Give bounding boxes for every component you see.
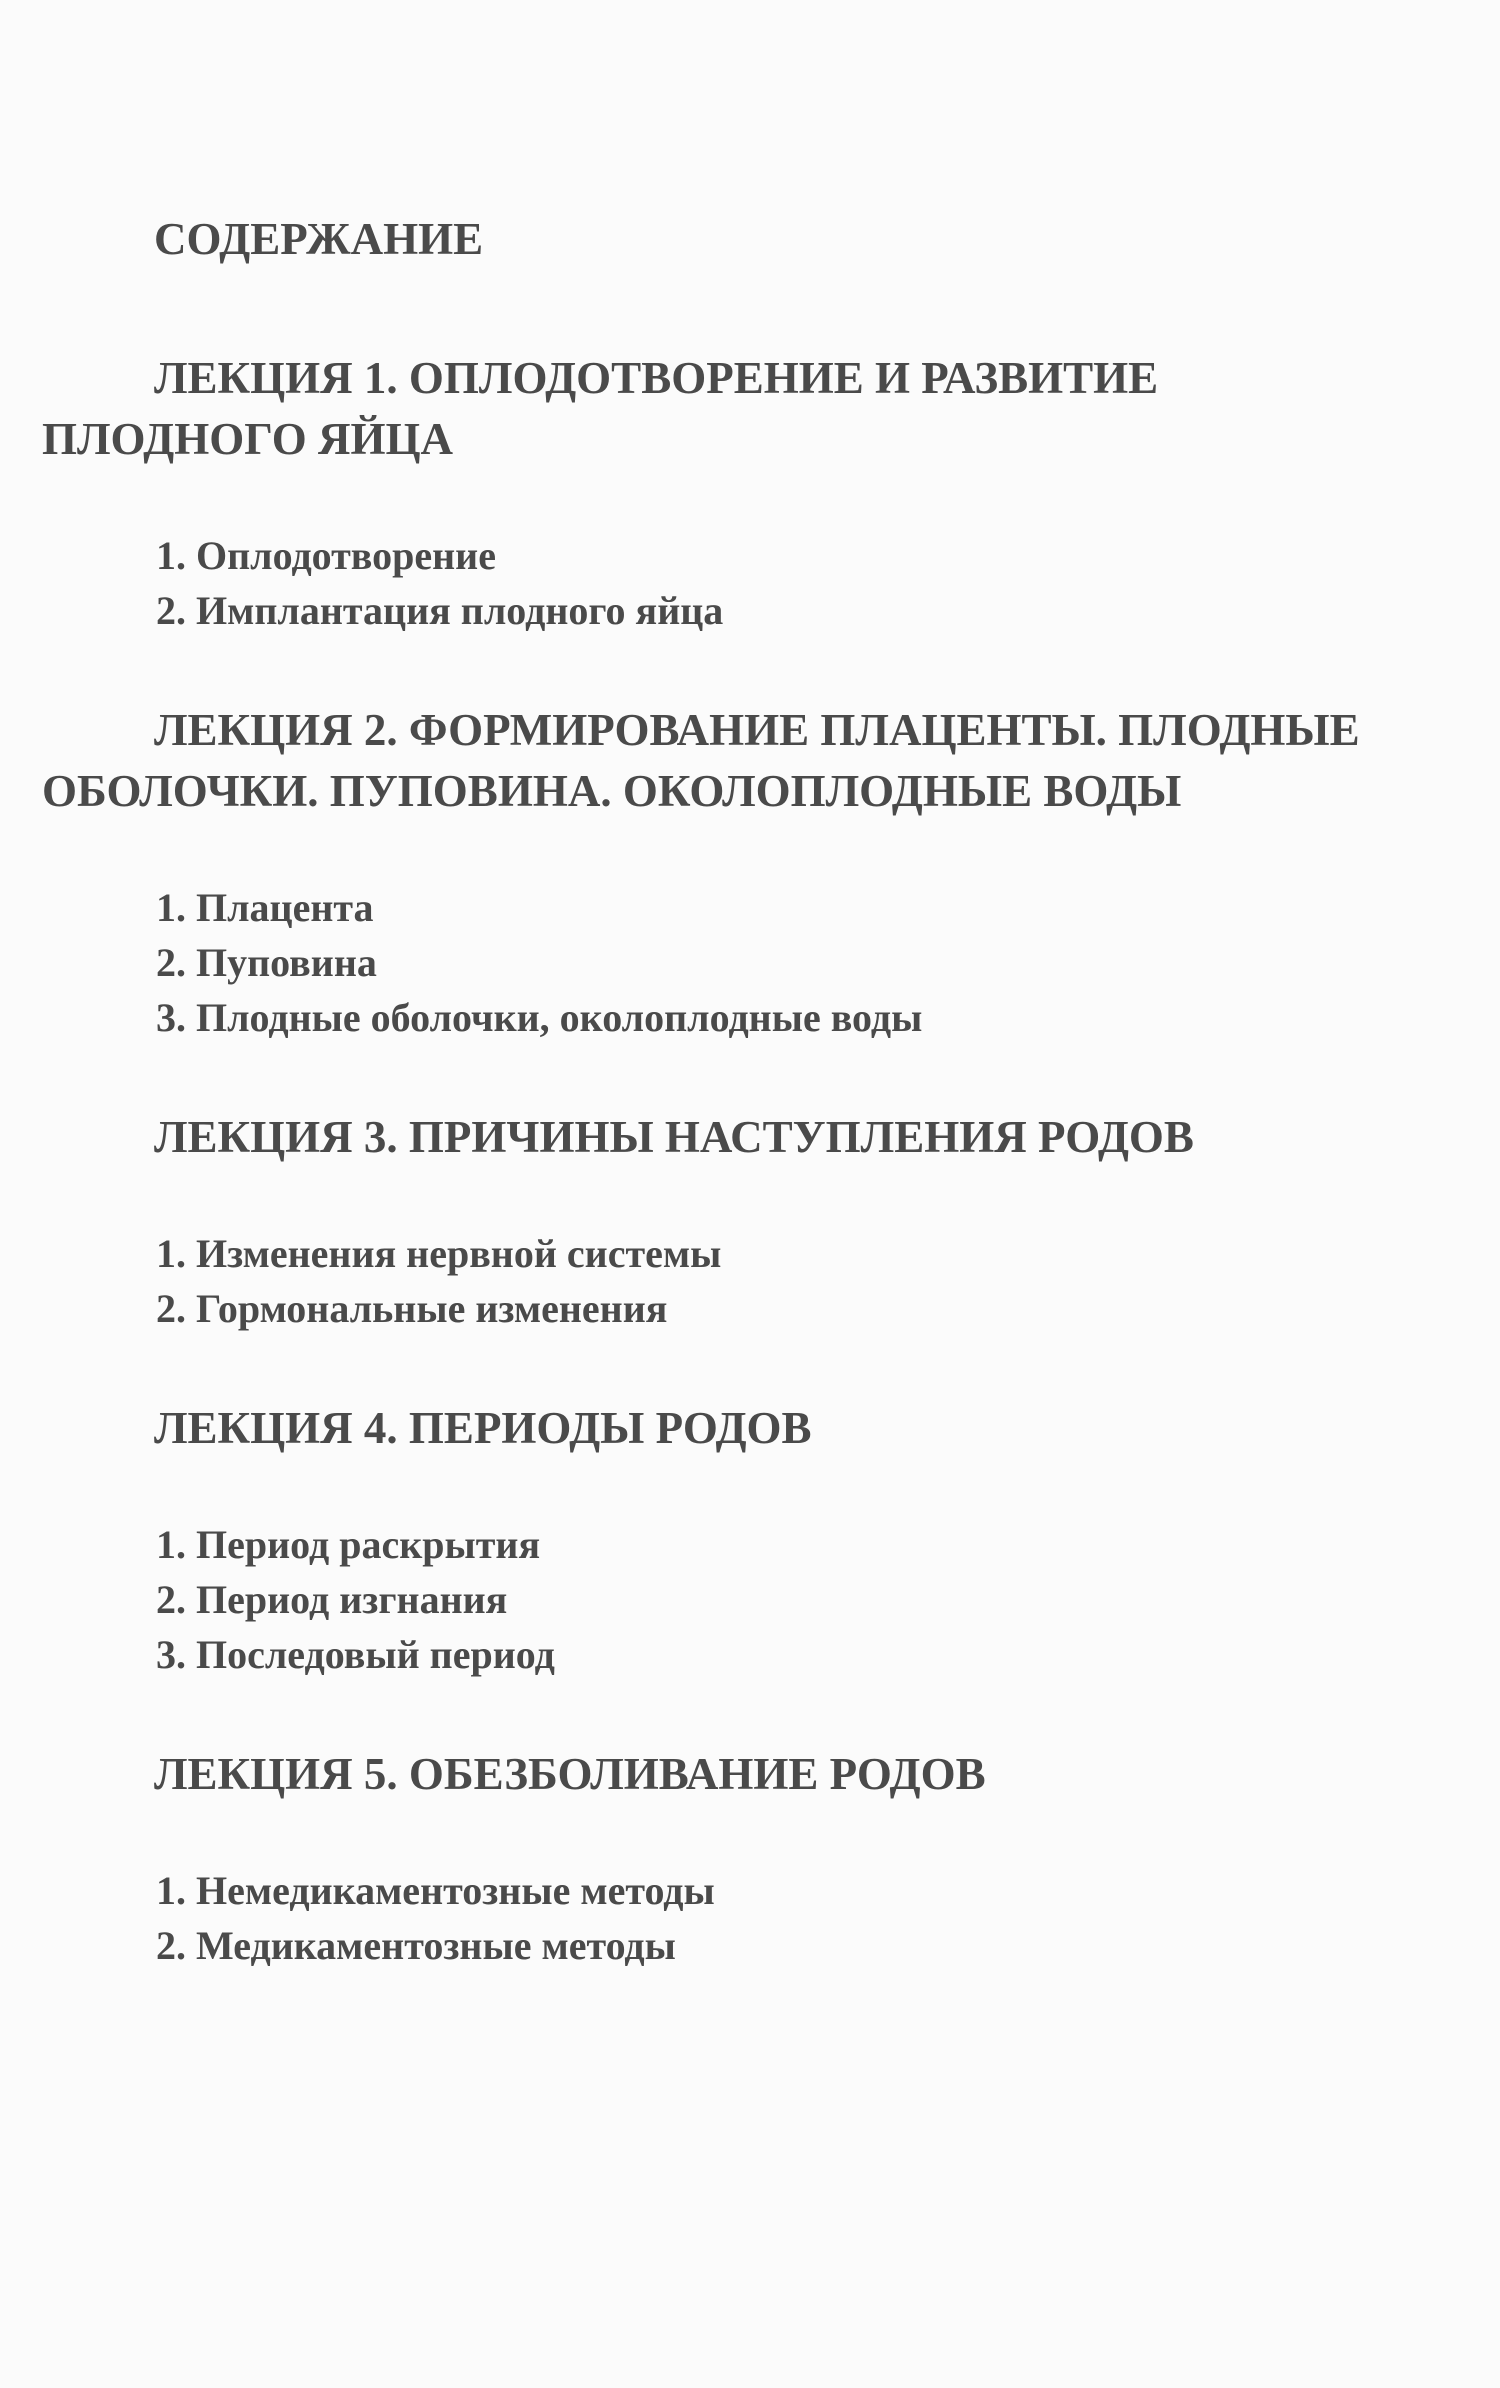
lecture-items (156, 1226, 1440, 1336)
lecture-item: 1. Плацента (156, 885, 374, 930)
lecture-2 (42, 700, 1440, 1045)
lecture-4 (42, 1398, 1440, 1682)
lecture-items (156, 1517, 1440, 1682)
lecture-heading: ЛЕКЦИЯ 5. ОБЕЗБОЛИВАНИЕ РОДОВ (154, 1749, 986, 1799)
lecture-1 (42, 348, 1440, 638)
toc-title: СОДЕРЖАНИЕ (154, 214, 484, 264)
lecture-heading: ЛЕКЦИЯ 1. ОПЛОДОТВОРЕНИЕ И РАЗВИТИЕ ПЛОДНОГО ЯЙЦА (42, 353, 1159, 464)
lecture-item: 2. Пуповина (156, 940, 377, 985)
lecture-item: 1. Оплодотворение (156, 533, 496, 578)
lecture-items (156, 1863, 1440, 1973)
lecture-item: 2. Гормональные изменения (156, 1286, 668, 1331)
lecture-heading: ЛЕКЦИЯ 2. ФОРМИРОВАНИЕ ПЛАЦЕНТЫ. ПЛОДНЫЕ ОБОЛОЧКИ. ПУПОВИНА. ОКОЛОПЛОДНЫЕ ВОДЫ (42, 705, 1360, 816)
lecture-item: 3. Плодные оболочки, околоплодные воды (156, 995, 923, 1040)
lecture-item: 2. Период изгнания (156, 1577, 508, 1622)
lecture-5 (42, 1744, 1440, 1973)
lecture-items (156, 880, 1440, 1045)
lecture-item: 2. Имплантация плодного яйца (156, 588, 724, 633)
lecture-item: 1. Изменения нервной системы (156, 1231, 722, 1276)
lecture-item: 2. Медикаментозные методы (156, 1923, 676, 1968)
lecture-item: 3. Последовый период (156, 1632, 555, 1677)
lecture-3 (42, 1107, 1440, 1336)
lecture-items (156, 528, 1440, 638)
lecture-heading: ЛЕКЦИЯ 3. ПРИЧИНЫ НАСТУПЛЕНИЯ РОДОВ (154, 1112, 1194, 1162)
lecture-item: 1. Немедикаментозные методы (156, 1868, 715, 1913)
lecture-heading: ЛЕКЦИЯ 4. ПЕРИОДЫ РОДОВ (154, 1403, 812, 1453)
lecture-item: 1. Период раскрытия (156, 1522, 541, 1567)
